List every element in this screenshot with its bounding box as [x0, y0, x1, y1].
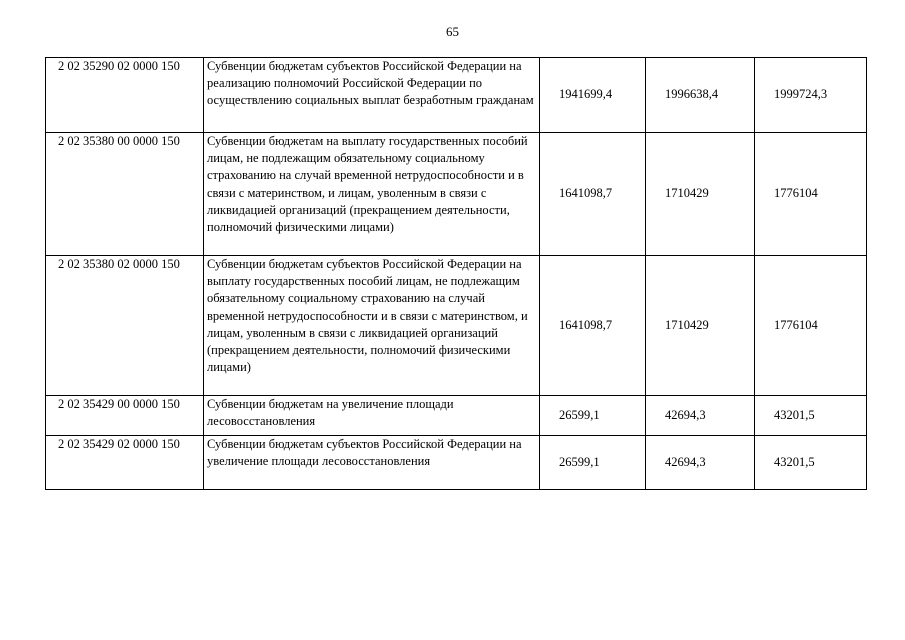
value-cell-year-1: 1941699,4 [540, 58, 646, 133]
description-cell: Субвенции бюджетам на выплату государственных пособий лицам, не подлежащим обязательному социальному страхованию на случай временной нетрудоспособности и в связи с материнством, и лицам, уволенным в связи с ликвидацией организаций (прекращением деятельности, полномочий физическими лицами) [204, 133, 540, 256]
table-row [46, 396, 867, 436]
value-cell-year-3: 1776104 [755, 256, 867, 396]
table-row [46, 256, 867, 396]
value-cell-year-1: 1641098,7 [540, 133, 646, 256]
budget-table [45, 57, 867, 490]
budget-code-cell: 2 02 35290 02 0000 150 [46, 58, 204, 133]
value-cell-year-2: 1710429 [646, 256, 755, 396]
table-row [46, 133, 867, 256]
description-cell: Субвенции бюджетам на увеличение площади лесовосстановления [204, 396, 540, 436]
value-cell-year-3: 1776104 [755, 133, 867, 256]
table-row [46, 436, 867, 490]
value-cell-year-1: 26599,1 [540, 396, 646, 436]
description-cell: Субвенции бюджетам субъектов Российской Федерации на увеличение площади лесовосстановления [204, 436, 540, 490]
description-cell: Субвенции бюджетам субъектов Российской Федерации на реализацию полномочий Российской Федерации по осуществлению социальных выплат безработным гражданам [204, 58, 540, 133]
description-cell: Субвенции бюджетам субъектов Российской Федерации на выплату государственных пособий лицам, не подлежащим обязательному социальному страхованию на случай временной нетрудоспособности и в связи с материнством, и лицам, уволенным в связи с ликвидацией организаций (прекращением деятельности, полномочий физическими лицами) [204, 256, 540, 396]
value-cell-year-2: 42694,3 [646, 396, 755, 436]
budget-code-cell: 2 02 35429 00 0000 150 [46, 396, 204, 436]
value-cell-year-3: 43201,5 [755, 396, 867, 436]
budget-code-cell: 2 02 35429 02 0000 150 [46, 436, 204, 490]
value-cell-year-1: 1641098,7 [540, 256, 646, 396]
value-cell-year-3: 1999724,3 [755, 58, 867, 133]
table-row [46, 58, 867, 133]
budget-code-cell: 2 02 35380 00 0000 150 [46, 133, 204, 256]
value-cell-year-2: 42694,3 [646, 436, 755, 490]
value-cell-year-2: 1710429 [646, 133, 755, 256]
value-cell-year-1: 26599,1 [540, 436, 646, 490]
value-cell-year-3: 43201,5 [755, 436, 867, 490]
value-cell-year-2: 1996638,4 [646, 58, 755, 133]
budget-code-cell: 2 02 35380 02 0000 150 [46, 256, 204, 396]
page-number: 65 [446, 24, 459, 39]
